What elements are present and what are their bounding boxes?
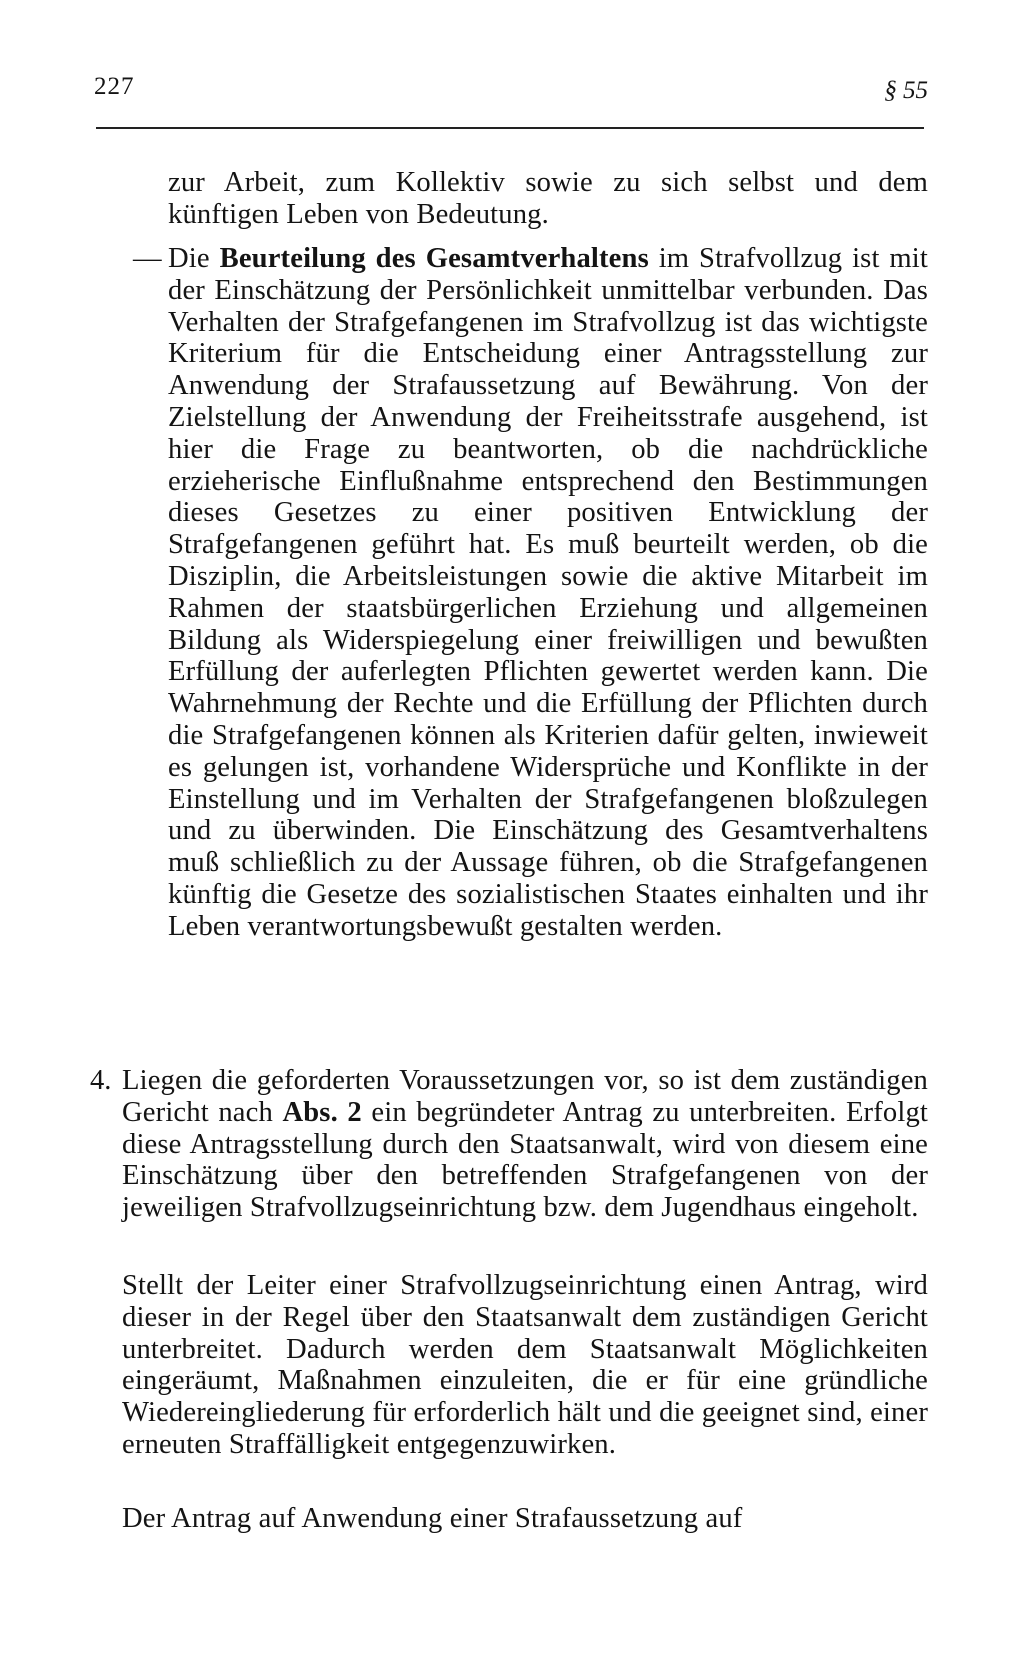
assessment-lead: Die <box>168 243 220 274</box>
antrag-paragraph: Der Antrag auf Anwendung einer Strafaussetzung auf <box>122 1503 743 1534</box>
leiter-paragraph: Stellt der Leiter einer Strafvollzugseinrichtung einen Antrag, wird dieser in der Regel über den Staatsanwalt dem zuständigen Gericht unterbreitet. Dadurch werden dem Staatsanwalt Möglichkeiten eingeräumt, Maßnahmen einzuleiten, die er für eine gründliche Wiedereingliederung für erforderlich hält und die geeignet sind, einer erneuten Straffälligkeit entgegenzuwirken. <box>122 1270 928 1460</box>
page-number: 227 <box>94 73 135 100</box>
item-4-text-before: Liegen die geforderten Voraussetzungen vor, so ist dem zuständigen Gericht nach <box>122 1065 928 1128</box>
dash-bullet: — <box>133 243 162 274</box>
assessment-bold-term: Beurteilung des Gesamtverhaltens <box>219 243 649 274</box>
item-4-bold-ref: Abs. 2 <box>282 1096 362 1128</box>
header-rule <box>96 127 924 129</box>
item-4-text-after: ein begründeter Antrag zu unterbreiten. Erfolgt diese Antragsstellung durch den Staatsanwalt, wird von diesem eine Einschätzung über den betreffenden Strafgefangenen von der jeweiligen Strafvollzugseinrichtung bzw. dem Jugendhaus eingeholt. <box>122 1096 928 1224</box>
section-reference: § 55 <box>884 77 928 104</box>
assessment-text: im Strafvollzug ist mit der Einschätzung der Persönlichkeit unmittelbar verbunden. Das Verhalten der Strafgefangenen im Strafvollzug ist das wichtigste Kriterium für die Entscheidung einer Antragsstellung zur Anwendung der Strafaussetzung auf Bewährung. Von der Zielstellung der Anwendung der Freiheitsstrafe ausgehend, ist hier die Frage zu beantworten, ob die nachdrückliche erzieherische Einflußnahme entsprechend den Bestimmungen dieses Gesetzes zu einer positiven Entwicklung der Strafgefangenen geführt hat. Es muß beurteilt werden, ob die Disziplin, die Arbeitsleistungen sowie die aktive Mitarbeit im Rahmen der staatsbürgerlichen Erziehung und allgemeinen Bildung als Widerspiegelung einer freiwilligen und bewußten Erfüllung der auferlegten Pflichten gewertet werden kann. Die Wahrnehmung der Rechte und die Erfüllung der Pflichten durch die Strafgefangenen können als Kriterien dafür gelten, inwieweit es gelungen ist, vorhandene Widersprüche und Konflikte in der Einstellung und im Verhalten der Strafgefangenen bloßzulegen und zu überwinden. Die Einschätzung des Gesamtverhaltens muß schließlich zu der Aussage führen, ob die Strafgefangenen künftig die Gesetze des sozialistischen Staates einhalten und ihr Leben verantwortungsbewußt gestalten werden. <box>168 243 928 942</box>
assessment-paragraph <box>168 243 928 943</box>
item-4-paragraph <box>122 1065 928 1224</box>
continuation-paragraph: zur Arbeit, zum Kollektiv sowie zu sich selbst und dem künftigen Leben von Bedeutung. <box>168 167 928 230</box>
item-number: 4. <box>90 1065 112 1096</box>
